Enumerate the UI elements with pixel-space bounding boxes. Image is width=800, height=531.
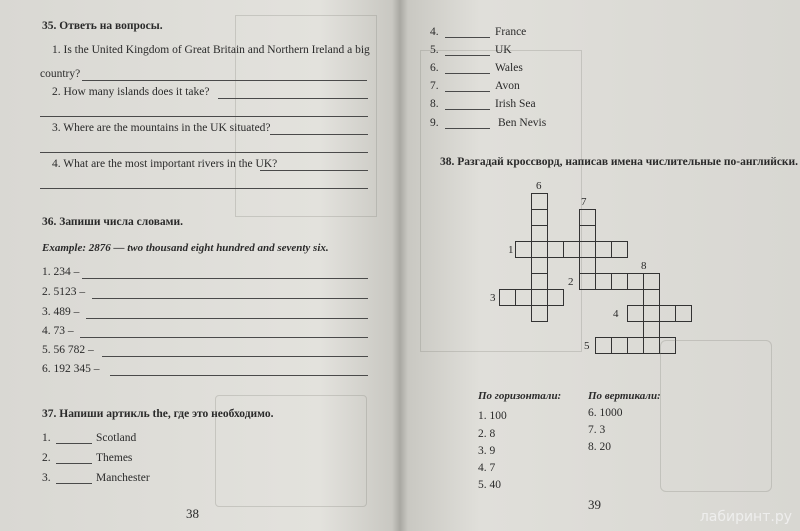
article-blank[interactable] [56,483,92,484]
list-num-9: 9. [430,117,439,129]
ex37-num-2: 2. [42,452,51,464]
bleed-through-text [420,50,582,352]
ex35-q1-line1: 1. Is the United Kingdom of Great Britain and Northern Ireland a big [52,44,370,56]
ex35-q1-line2: country? [40,68,81,80]
ex37-word-3: Manchester [96,472,150,484]
ex35-q4: 4. What are the most important rivers in the UK? [52,158,278,170]
article-blank[interactable] [56,443,92,444]
crossword-cell[interactable] [563,241,580,258]
crossword-cell[interactable] [547,241,564,258]
crossword-cell[interactable] [531,305,548,322]
list-num-5: 5. [430,44,439,56]
ex36-item-5: 5. 56 782 – [42,344,94,356]
ex37-title: 37. Напиши артикль the, где это необходимо. [42,408,274,420]
list-num-6: 6. [430,62,439,74]
crossword-cell[interactable] [579,225,596,242]
crossword-cell[interactable] [531,225,548,242]
crossword-number-8: 8 [641,260,647,272]
list-num-7: 7. [430,80,439,92]
ex35-q3: 3. Where are the mountains in the UK situated? [52,122,271,134]
crossword-cell[interactable] [627,305,644,322]
crossword-number-2: 2 [568,276,574,288]
page-39 [400,0,800,531]
ex37-word-1: Scotland [96,432,137,444]
ex36-title: 36. Запиши числа словами. [42,216,183,228]
list-word-4: France [495,26,527,38]
article-blank[interactable] [445,73,490,74]
article-blank[interactable] [445,109,490,110]
crossword-cell[interactable] [611,273,628,290]
crossword-number-6: 6 [536,180,542,192]
answer-line[interactable] [110,375,368,376]
list-num-8: 8. [430,98,439,110]
crossword-cell[interactable] [595,241,612,258]
list-word-9: Ben Nevis [498,117,547,129]
crossword-number-5: 5 [584,340,590,352]
crossword-cell[interactable] [611,241,628,258]
crossword-cell[interactable] [675,305,692,322]
crossword-cell[interactable] [579,241,596,258]
ex36-item-1: 1. 234 – [42,266,80,278]
ex38-title: 38. Разгадай кроссворд, написав имена числительные по-английски. [440,156,799,168]
crossword-number-4: 4 [613,308,619,320]
across-clue-2: 2. 8 [478,428,496,440]
ex36-item-3: 3. 489 – [42,306,80,318]
ex35-title: 35. Ответь на вопросы. [42,20,163,32]
crossword-cell[interactable] [515,241,532,258]
down-clue-6: 6. 1000 [588,407,623,419]
answer-line[interactable] [102,356,368,357]
crossword-number-3: 3 [490,292,496,304]
crossword-cell[interactable] [579,209,596,226]
list-word-8: Irish Sea [495,98,536,110]
crossword-cell[interactable] [547,289,564,306]
article-blank[interactable] [56,463,92,464]
crossword-cell[interactable] [531,241,548,258]
article-blank[interactable] [445,128,490,129]
answer-line[interactable] [40,116,368,117]
ex36-item-4: 4. 73 – [42,325,74,337]
answer-line[interactable] [40,188,368,189]
answer-line[interactable] [86,318,368,319]
answer-line[interactable] [40,152,368,153]
crossword-cell[interactable] [643,273,660,290]
article-blank[interactable] [445,55,490,56]
ex35-q2: 2. How many islands does it take? [52,86,210,98]
across-clue-3: 3. 9 [478,445,496,457]
ex37-num-1: 1. [42,432,51,444]
watermark: лабиринт.ру [699,509,792,525]
crossword-cell[interactable] [643,321,660,338]
crossword-cell[interactable] [531,193,548,210]
crossword-cell[interactable] [499,289,516,306]
across-title: По горизонтали: [478,390,562,402]
answer-line[interactable] [82,80,367,81]
crossword-cell[interactable] [515,289,532,306]
crossword-cell[interactable] [643,337,660,354]
crossword-cell[interactable] [643,289,660,306]
answer-line[interactable] [270,134,368,135]
crossword-cell[interactable] [627,337,644,354]
down-clue-8: 8. 20 [588,441,611,453]
crossword-cell[interactable] [579,273,596,290]
list-word-7: Avon [495,80,520,92]
crossword-cell[interactable] [531,289,548,306]
faded-illustration [215,395,367,507]
answer-line[interactable] [92,298,368,299]
page-number: 38 [186,506,199,521]
crossword-cell[interactable] [531,209,548,226]
crossword-cell[interactable] [611,337,628,354]
ex36-example: Example: 2876 — two thousand eight hundred and seventy six. [42,242,329,254]
crossword-cell[interactable] [579,257,596,274]
list-word-5: UK [495,44,512,56]
across-clue-1: 1. 100 [478,410,507,422]
article-blank[interactable] [445,91,490,92]
crossword-number-1: 1 [508,244,514,256]
ex37-word-2: Themes [96,452,133,464]
list-word-6: Wales [495,62,523,74]
ex36-item-6: 6. 192 345 – [42,363,100,375]
across-clue-4: 4. 7 [478,462,496,474]
list-num-4: 4. [430,26,439,38]
ex37-num-3: 3. [42,472,51,484]
answer-line[interactable] [218,98,368,99]
down-clue-7: 7. 3 [588,424,606,436]
crossword-cell[interactable] [595,273,612,290]
crossword-number-7: 7 [581,196,587,208]
across-clue-5: 5. 40 [478,479,501,491]
answer-line[interactable] [260,170,368,171]
page-number: 39 [588,497,601,512]
down-title: По вертикали: [588,390,661,402]
crossword-cell[interactable] [595,337,612,354]
ex36-item-2: 2. 5123 – [42,286,86,298]
answer-line[interactable] [82,278,368,279]
crossword-cell[interactable] [659,305,676,322]
crossword-cell[interactable] [531,257,548,274]
answer-line[interactable] [80,337,368,338]
faded-illustration [660,340,772,492]
article-blank[interactable] [445,37,490,38]
crossword-cell[interactable] [643,305,660,322]
crossword-cell[interactable] [627,273,644,290]
crossword-cell[interactable] [531,273,548,290]
